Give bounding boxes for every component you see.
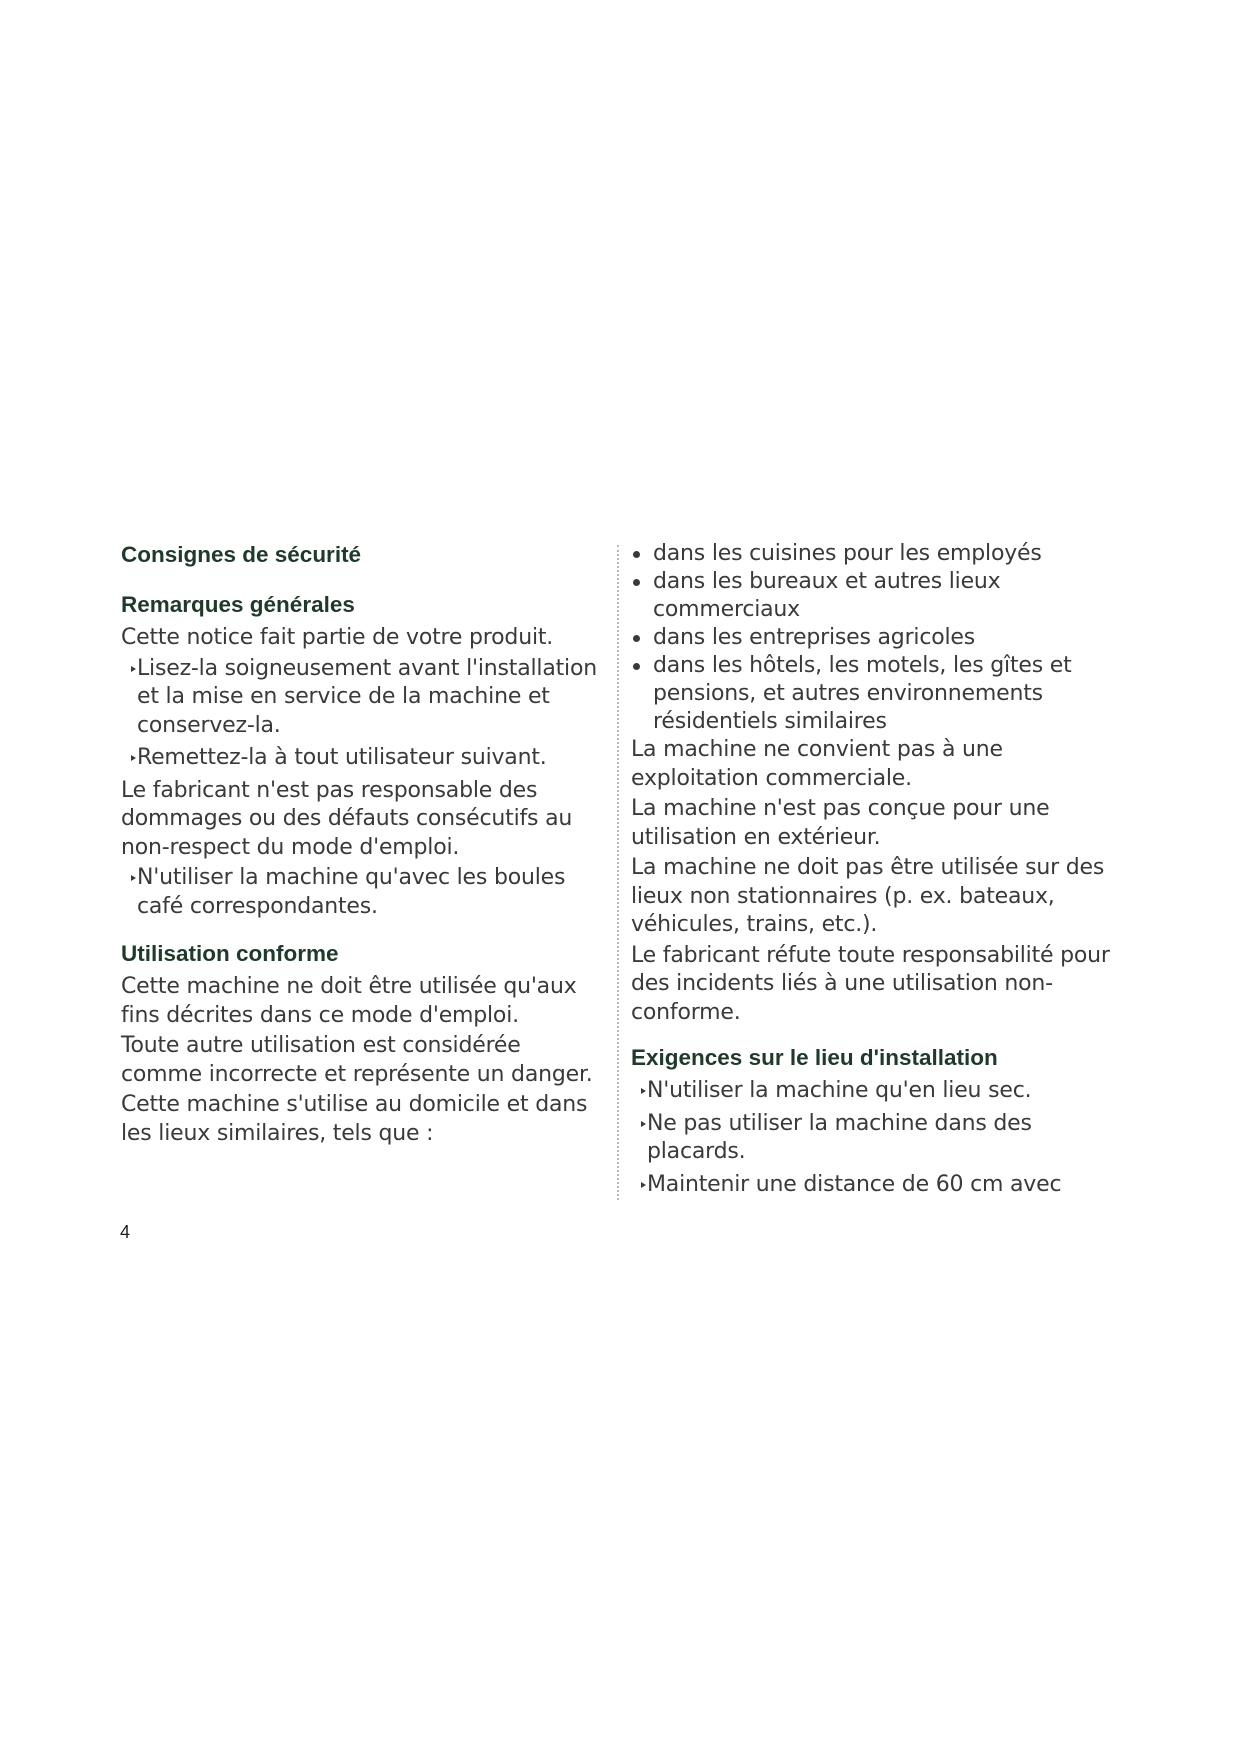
bullet-icon (633, 551, 640, 558)
install-step-dry-text: N'utiliser la machine qu'en lieu sec. (647, 1078, 1032, 1103)
step-arrow-icon (131, 666, 136, 672)
manufacturer-disclaimer: Le fabricant réfute toute responsabilité pour des incidents liés à une utilisation non-conforme. (631, 942, 1110, 1025)
list-item (631, 624, 1131, 652)
bullet-icon (633, 635, 640, 642)
installation-heading: Exigences sur le lieu d'installation (631, 1045, 998, 1070)
step-arrow-icon (641, 1182, 646, 1188)
restriction-mobile: La machine ne doit pas être utilisée sur des lieux non stationnaires (p. ex. bateaux, véhicules, trains, etc.). (631, 855, 1105, 937)
usage-locations-list (631, 540, 1131, 736)
install-step-distance (631, 1171, 1131, 1200)
right-column (631, 540, 1131, 1203)
list-item (631, 540, 1131, 568)
general-remarks-heading: Remarques générales (121, 592, 355, 617)
step-arrow-icon (131, 755, 136, 761)
install-step-dry (631, 1077, 1131, 1106)
bullet-icon (633, 663, 640, 670)
step-arrow-icon (131, 875, 136, 881)
install-step-distance-text: Maintenir une distance de 60 cm avec (647, 1171, 1062, 1197)
general-intro: Cette notice fait partie de votre produit. (121, 625, 554, 650)
general-step-read-text: Lisez-la soigneusement avant l'installation et la mise en service de la machine et conservez-la. (137, 655, 597, 738)
install-step-cupboard (631, 1110, 1131, 1167)
list-item-text: dans les entreprises agricoles (653, 625, 975, 650)
list-item-text: dans les cuisines pour les employés (653, 541, 1042, 566)
general-step-capsules (121, 864, 607, 921)
intended-use-p1: Cette machine ne doit être utilisée qu'aux fins décrites dans ce mode d'emploi. (121, 974, 577, 1028)
general-step-read (121, 655, 607, 741)
restriction-outdoor: La machine n'est pas conçue pour une utilisation en extérieur. (631, 796, 1050, 850)
restriction-commercial: La machine ne convient pas à une exploitation commerciale. (631, 737, 1003, 791)
general-step-pass-on-text: Remettez-la à tout utilisateur suivant. (137, 745, 547, 770)
left-column (121, 540, 607, 1150)
list-item-text: dans les hôtels, les motels, les gîtes et pensions, et autres environnements résidentiels similaires (653, 653, 1072, 734)
page-number: 4 (120, 1222, 131, 1242)
liability-text: Le fabricant n'est pas responsable des dommages ou des défauts consécutifs au non-respect du mode d'emploi. (121, 777, 573, 860)
list-item (631, 652, 1131, 736)
step-arrow-icon (641, 1088, 646, 1094)
general-step-pass-on (121, 744, 607, 773)
intended-use-heading: Utilisation conforme (121, 941, 339, 966)
section-title: Consignes de sécurité (121, 542, 362, 567)
intended-use-p2: Toute autre utilisation est considérée comme incorrecte et représente un danger. (121, 1033, 593, 1087)
bullet-icon (633, 579, 640, 586)
intended-use-p3: Cette machine s'utilise au domicile et dans les lieux similaires, tels que : (121, 1092, 588, 1146)
step-arrow-icon (641, 1121, 646, 1127)
install-step-cupboard-text: Ne pas utiliser la machine dans des placards. (647, 1110, 1032, 1164)
list-item (631, 568, 1131, 624)
general-step-capsules-text: N'utiliser la machine qu'avec les boules café correspondantes. (137, 865, 566, 919)
column-divider (617, 545, 619, 1200)
list-item-text: dans les bureaux et autres lieux commerciaux (653, 569, 1001, 622)
